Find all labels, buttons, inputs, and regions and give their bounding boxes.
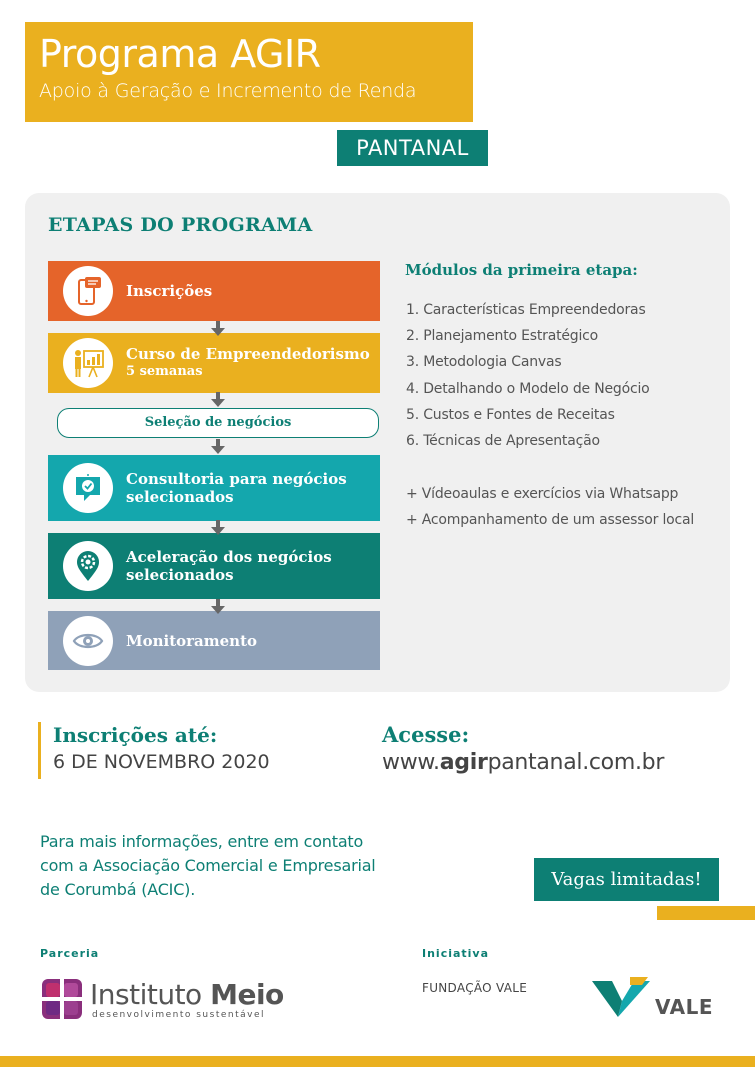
url-suffix: pantanal.com.br	[487, 750, 665, 775]
phone-chat-icon	[63, 266, 113, 316]
modules-title: Módulos da primeira etapa:	[405, 261, 638, 279]
module-item: 6. Técnicas de Apresentação	[406, 432, 600, 449]
limited-spots-badge: Vagas limitadas!	[534, 858, 719, 901]
accent-bar	[657, 906, 755, 920]
partner-label: Parceria	[40, 947, 100, 960]
instituto-meio-logo-icon	[40, 977, 84, 1021]
modules-list	[406, 300, 650, 457]
im-name-bold: Meio	[210, 978, 284, 1011]
eye-icon	[63, 616, 113, 666]
program-title: Programa AGIR	[39, 32, 321, 76]
region-badge: PANTANAL	[337, 130, 488, 166]
url-prefix: www.	[382, 750, 440, 775]
arrow-down-icon	[211, 599, 225, 615]
im-name-regular: Instituto	[90, 978, 211, 1011]
step-consultoria	[48, 455, 380, 521]
access-label: Acesse:	[382, 722, 470, 747]
step-label: Monitoramento	[126, 631, 258, 650]
presentation-icon	[63, 338, 113, 388]
gear-pin-icon	[63, 541, 113, 591]
step-label: Aceleração dos negócios selecionados	[126, 548, 332, 584]
step-sublabel: 5 semanas	[126, 364, 203, 379]
website-link[interactable]	[382, 750, 664, 775]
step-curso	[48, 333, 380, 393]
url-bold: agir	[439, 750, 488, 775]
contact-info	[40, 830, 430, 902]
step-inscricoes	[48, 261, 380, 321]
contact-line: com a Associação Comercial e Empresarial	[40, 856, 376, 875]
step-label: Inscrições	[126, 282, 213, 300]
module-item: 3. Metodologia Canvas	[406, 354, 562, 371]
initiative-label: Iniciativa	[422, 947, 490, 960]
access-block	[382, 722, 664, 775]
extra-item: + Vídeoaulas e exercícios via Whatsapp	[406, 486, 679, 502]
deadline-block	[38, 722, 270, 779]
deadline-date: 6 DE NOVEMBRO 2020	[53, 751, 270, 773]
vale-logo-icon	[590, 975, 656, 1023]
vale-name: VALE	[655, 995, 714, 1019]
bottom-bar	[0, 1056, 755, 1067]
extras-list	[406, 484, 694, 536]
stages-title: ETAPAS DO PROGRAMA	[48, 214, 313, 236]
arrow-down-icon	[211, 321, 225, 337]
extra-item: + Acompanhamento de um assessor local	[406, 512, 695, 528]
instituto-meio-name	[90, 979, 284, 1011]
selection-stage: Seleção de negócios	[57, 408, 379, 438]
deadline-label: Inscrições até:	[53, 723, 218, 747]
program-subtitle: Apoio à Geração e Incremento de Renda	[39, 80, 417, 102]
arrow-down-icon	[211, 439, 225, 455]
module-item: 1. Características Empreendedoras	[406, 302, 646, 318]
step-label: Curso de Empreendedorismo	[126, 345, 370, 363]
step-monitoramento	[48, 611, 380, 670]
step-label: Consultoria para negócios selecionados	[126, 470, 347, 506]
contact-line: de Corumbá (ACIC).	[40, 880, 196, 899]
arrow-down-icon	[211, 520, 225, 536]
instituto-meio-tagline: desenvolvimento sustentável	[92, 1010, 266, 1020]
contact-line: Para mais informações, entre em contato	[40, 832, 364, 851]
module-item: 5. Custos e Fontes de Receitas	[406, 406, 615, 423]
module-item: 4. Detalhando o Modelo de Negócio	[406, 380, 650, 397]
clock-bubble-icon	[63, 463, 113, 513]
arrow-down-icon	[211, 392, 225, 408]
step-aceleracao	[48, 533, 380, 599]
title-block	[25, 22, 473, 122]
module-item: 2. Planejamento Estratégico	[406, 328, 599, 345]
fundacao-vale: FUNDAÇÃO VALE	[422, 981, 528, 995]
